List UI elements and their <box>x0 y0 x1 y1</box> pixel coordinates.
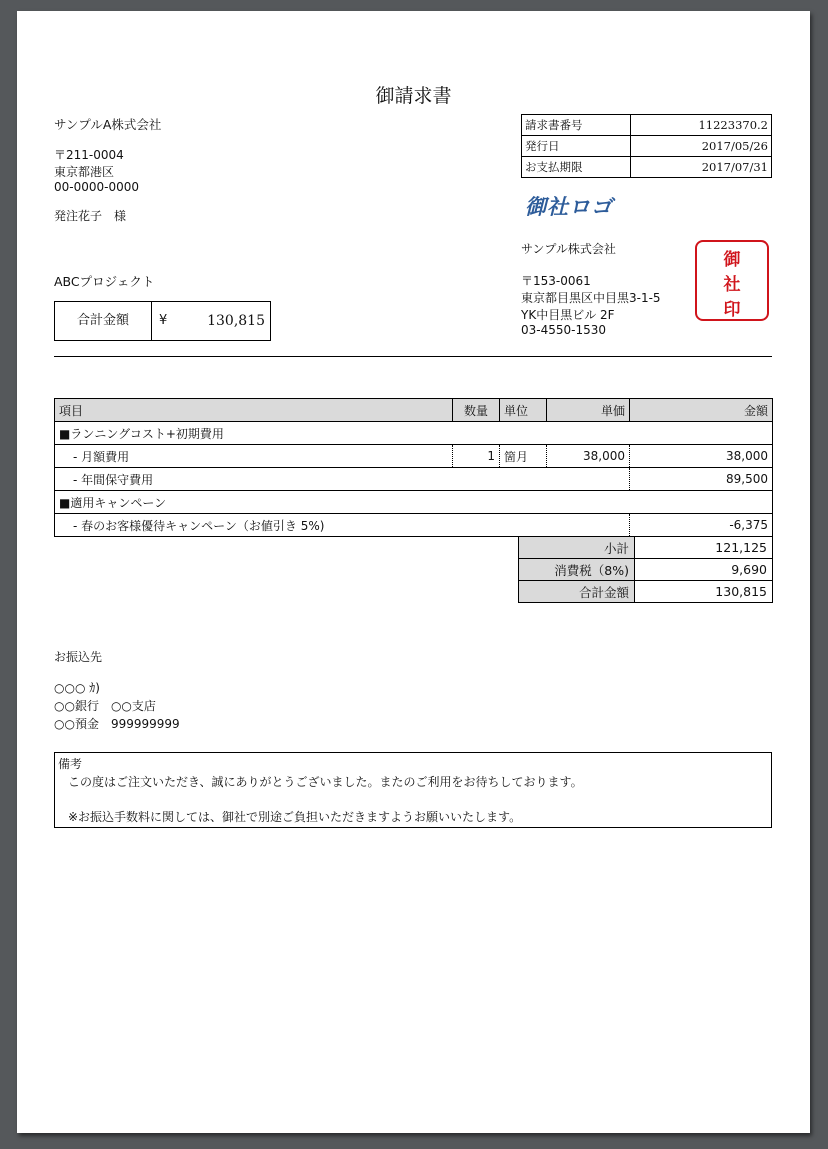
row-amount: 89,500 <box>630 468 773 491</box>
items-table <box>54 398 773 537</box>
header-amount: 金額 <box>630 399 773 422</box>
header-qty: 数量 <box>453 399 500 422</box>
client-person: 発注花子 様 <box>54 209 127 223</box>
table-row <box>55 445 773 468</box>
summary-value: 130,815 <box>635 581 773 603</box>
issuer-phone: 03-4550-1530 <box>521 323 607 337</box>
info-value: 2017/05/26 <box>631 136 772 157</box>
remarks-box <box>54 752 772 828</box>
client-company: サンプルA株式会社 <box>54 117 162 132</box>
currency-symbol: ¥ <box>159 313 168 328</box>
seal-char: 御 <box>723 250 741 270</box>
table-header-row <box>55 399 773 422</box>
total-amount-label: 合計金額 <box>55 302 152 340</box>
table-section-row <box>55 422 773 445</box>
summary-label: 合計金額 <box>519 581 635 603</box>
project-name: ABCプロジェクト <box>54 274 155 289</box>
info-label: 請求書番号 <box>522 115 631 136</box>
section-label: ■ランニングコスト+初期費用 <box>55 422 773 445</box>
header-item: 項目 <box>55 399 453 422</box>
remarks-heading: 備考 <box>58 757 83 771</box>
info-value: 11223370.2 <box>631 115 772 136</box>
issuer-address-2: YK中目黒ビル 2F <box>521 308 615 322</box>
section-divider <box>54 356 772 357</box>
summary-label: 消費税（8%) <box>519 559 635 581</box>
info-value: 2017/07/31 <box>631 157 772 178</box>
summary-value: 9,690 <box>635 559 773 581</box>
summary-table <box>518 536 773 603</box>
bank-line: ○○銀行 ○○支店 <box>54 699 156 713</box>
info-row <box>522 115 772 136</box>
row-item: - 春のお客様優待キャンペーン（お値引き 5%) <box>55 514 630 537</box>
client-address: 東京都港区 <box>54 165 115 179</box>
invoice-page <box>17 11 810 1133</box>
issuer-address-1: 東京都目黒区中目黒3-1-5 <box>521 291 661 305</box>
info-label: 発行日 <box>522 136 631 157</box>
bank-line: ○○○ ｶ) <box>54 681 100 695</box>
summary-row <box>519 537 773 559</box>
remarks-line: ※お振込手数料に関しては、御社で別途ご負担いただきますようお願いいたします。 <box>68 810 522 824</box>
info-row <box>522 157 772 178</box>
total-amount-box <box>54 301 271 341</box>
summary-row <box>519 581 773 603</box>
summary-label: 小計 <box>519 537 635 559</box>
header-unit-price: 単価 <box>547 399 630 422</box>
client-phone: 00-0000-0000 <box>54 180 140 194</box>
total-amount-value: 130,815 <box>207 313 265 329</box>
summary-row <box>519 559 773 581</box>
row-unit-price: 38,000 <box>547 445 630 468</box>
section-label: ■適用キャンペーン <box>55 491 773 514</box>
header-unit: 単位 <box>500 399 547 422</box>
row-qty: 1 <box>453 445 500 468</box>
row-amount: 38,000 <box>630 445 773 468</box>
row-unit: 箇月 <box>500 445 547 468</box>
row-item: - 年間保守費用 <box>55 468 630 491</box>
summary-value: 121,125 <box>635 537 773 559</box>
remarks-line: この度はご注文いただき、誠にありがとうございました。またのご利用をお待ちしております。 <box>68 775 583 789</box>
issuer-postal: 〒153-0061 <box>521 274 591 288</box>
client-postal: 〒211-0004 <box>54 148 124 162</box>
issuer-company: サンプル株式会社 <box>521 242 616 256</box>
table-section-row <box>55 491 773 514</box>
bank-line: ○○預金 999999999 <box>54 717 180 731</box>
invoice-title: 御請求書 <box>375 85 452 107</box>
row-amount: -6,375 <box>630 514 773 537</box>
table-row <box>55 468 773 491</box>
info-label: お支払期限 <box>522 157 631 178</box>
company-logo: 御社ロゴ <box>525 195 613 219</box>
company-seal <box>695 240 769 321</box>
row-item: - 月額費用 <box>55 445 453 468</box>
invoice-info-table <box>521 114 772 178</box>
bank-heading: お振込先 <box>54 650 103 664</box>
info-row <box>522 136 772 157</box>
table-row <box>55 514 773 537</box>
seal-char: 印 <box>723 300 741 320</box>
seal-char: 社 <box>723 275 741 295</box>
